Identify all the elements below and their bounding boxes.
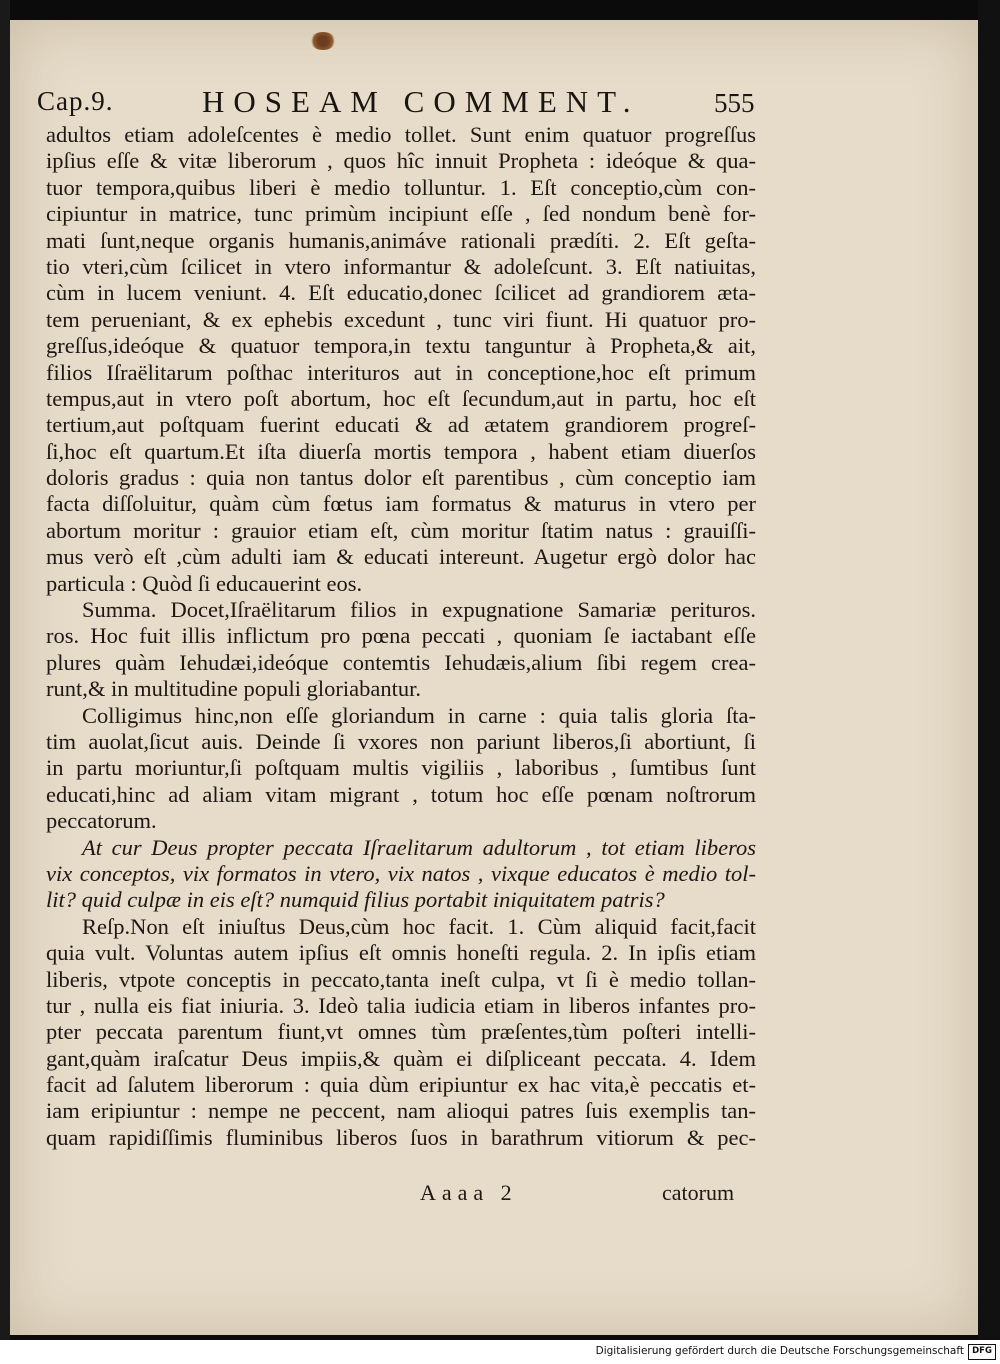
text-line: ipſius eſſe & vitæ liberorum , quos hîc innuit Propheta : ideóque & qua- xyxy=(46,148,756,174)
catchword: catorum xyxy=(662,1180,735,1205)
text-line: doloris gradus : quia non tantus dolor eſt parentibus , cùm conceptio iam xyxy=(46,465,756,491)
text-line: tim auolat,ſicut auis. Deinde ſi vxores non pariunt liberos,ſi abortiunt, ſi xyxy=(46,728,756,754)
text-line: mus verò eſt ,cùm adulti iam & educati intereunt. Augetur ergò dolor hac xyxy=(46,544,756,570)
dfg-logo-icon: DFG xyxy=(968,1344,996,1360)
text-line: cipiuntur in matrice, tunc primùm incipiunt eſſe , ſed nondum benè for- xyxy=(46,201,756,227)
text-line: quam rapidiſſimis fluminibus liberos ſuos in barathrum vitiorum & pec- xyxy=(46,1124,756,1150)
ink-stain xyxy=(310,32,336,50)
funding-credit: Digitalisierung gefördert durch die Deutsche Forschungsgemeinschaft xyxy=(595,1345,964,1357)
text-line: ros. Hoc fuit illis inflictum pro pœna peccati , quoniam ſe iactabant eſſe xyxy=(46,623,756,649)
text-line: educati,hinc ad aliam vitam migrant , totum hoc eſſe pœnam noſtrorum xyxy=(46,781,756,807)
page-number: 555 xyxy=(714,88,755,118)
text-line: abortum moritur : grauior etiam eſt, cùm moritur ſtatim natus : grauiſſi- xyxy=(46,517,756,543)
text-line: tempus,aut in vtero poſt abortum, hoc eſt ſecundum,aut in partu, hoc eſt xyxy=(46,385,756,411)
text-line: peccatorum. xyxy=(46,808,157,834)
text-line: adultos etiam adoleſcentes è medio tollet. Sunt enim quatuor progreſſus xyxy=(46,122,756,147)
text-line: facta diſſoluitur, quàm cùm fœtus iam formatus & maturus in vtero per xyxy=(46,491,756,517)
text-line: greſſus,ideóque & quatuor tempora,in textu tanguntur à Propheta,& ait, xyxy=(46,333,756,359)
text-line: Colligimus hinc,non eſſe gloriandum in carne : quia talis gloria ſta- xyxy=(82,702,756,728)
text-line: cùm in lucem veniunt. 4. Eſt educatio,donec ſcilicet ad grandiorem æta- xyxy=(46,280,756,306)
text-line: tuor tempora,quibus liberi è medio tolluntur. 1. Eſt conceptio,cùm con- xyxy=(46,174,756,200)
text-line: pter peccata parentum fiunt,vt omnes tùm præſentes,tùm poſteri intelli- xyxy=(46,1019,756,1045)
body-text xyxy=(46,122,756,1151)
page-header xyxy=(37,84,757,124)
scan-left-edge xyxy=(0,0,10,1340)
digitization-footer xyxy=(0,1340,1000,1364)
text-line: Reſp.Non eſt iniuſtus Deus,cùm hoc facit. 1. Cùm aliquid facit,facit xyxy=(82,913,756,939)
chapter-label: Cap.9. xyxy=(37,86,114,116)
text-line: tertium,aut poſtquam fuerint educati & ad ætatem grandiorem progreſ- xyxy=(46,412,756,438)
text-line: runt,& in multitudine populi gloriabantur. xyxy=(46,676,421,702)
text-line: particula : Quòd ſi educauerint eos. xyxy=(46,570,363,596)
text-line: tur , nulla eis fiat iniuria. 3. Ideò talia iudicia etiam in liberos infantes pro- xyxy=(46,992,756,1018)
text-line: filios Iſraëlitarum poſthac interituros aut in conceptione,hoc eſt primum xyxy=(46,359,756,385)
text-line: At cur Deus propter peccata Iſraelitarum adultorum , tot etiam liberos xyxy=(82,834,756,860)
text-line: iam eripiuntur : nempe ne peccent, nam alioqui patres ſuis exemplis tan- xyxy=(46,1098,756,1124)
text-line: tem perueniant, & ex ephebis excedunt , tunc viri fiunt. Hi quatuor pro- xyxy=(46,306,756,332)
text-line: plures quàm Iehudæi,ideóque contemtis Iehudæis,alium ſibi regem crea- xyxy=(46,649,756,675)
text-line: vix conceptos, vix formatos in vtero, vix natos , vixque educatos è medio tol- xyxy=(46,860,756,886)
text-line: quia vult. Voluntas autem ipſius eſt omnis honeſti regula. 2. In ipſis etiam xyxy=(46,940,756,966)
text-line: Summa. Docet,Iſraëlitarum filios in expugnatione Samariæ perituros. xyxy=(82,597,756,623)
text-line: facit ad ſalutem liberorum : quia dùm eripiuntur ex hac vita,è peccatis et- xyxy=(46,1072,756,1098)
text-line: lit? quid culpæ in eis eſt? numquid filius portabit iniquitatem patris? xyxy=(46,887,665,913)
scan-right-edge xyxy=(978,0,1000,1340)
text-line: liberis, vtpote conceptis in peccato,tanta ineſt culpa, vt ſi è medio tollan- xyxy=(46,966,756,992)
text-line: gant,quàm iraſcatur Deus impiis,& quàm ei diſpliceant peccata. 4. Idem xyxy=(46,1045,756,1071)
text-line: ſi,hoc eſt quartum.Et iſta diuerſa mortis tempora , habent etiam diuerſos xyxy=(46,438,756,464)
text-line: in partu moriuntur,ſi poſtquam multis vigiliis , laboribus , ſumtibus ſunt xyxy=(46,755,756,781)
text-line: tio vteri,cùm ſcilicet in vtero informantur & adoleſcunt. 3. Eſt natiuitas, xyxy=(46,253,756,279)
text-line: mati ſunt,neque organis humanis,animáve rationali prædíti. 2. Eſt geſta- xyxy=(46,227,756,253)
signature-mark: Aaaa 2 xyxy=(420,1180,518,1205)
running-title: HOSEAM COMMENT. xyxy=(202,84,640,119)
